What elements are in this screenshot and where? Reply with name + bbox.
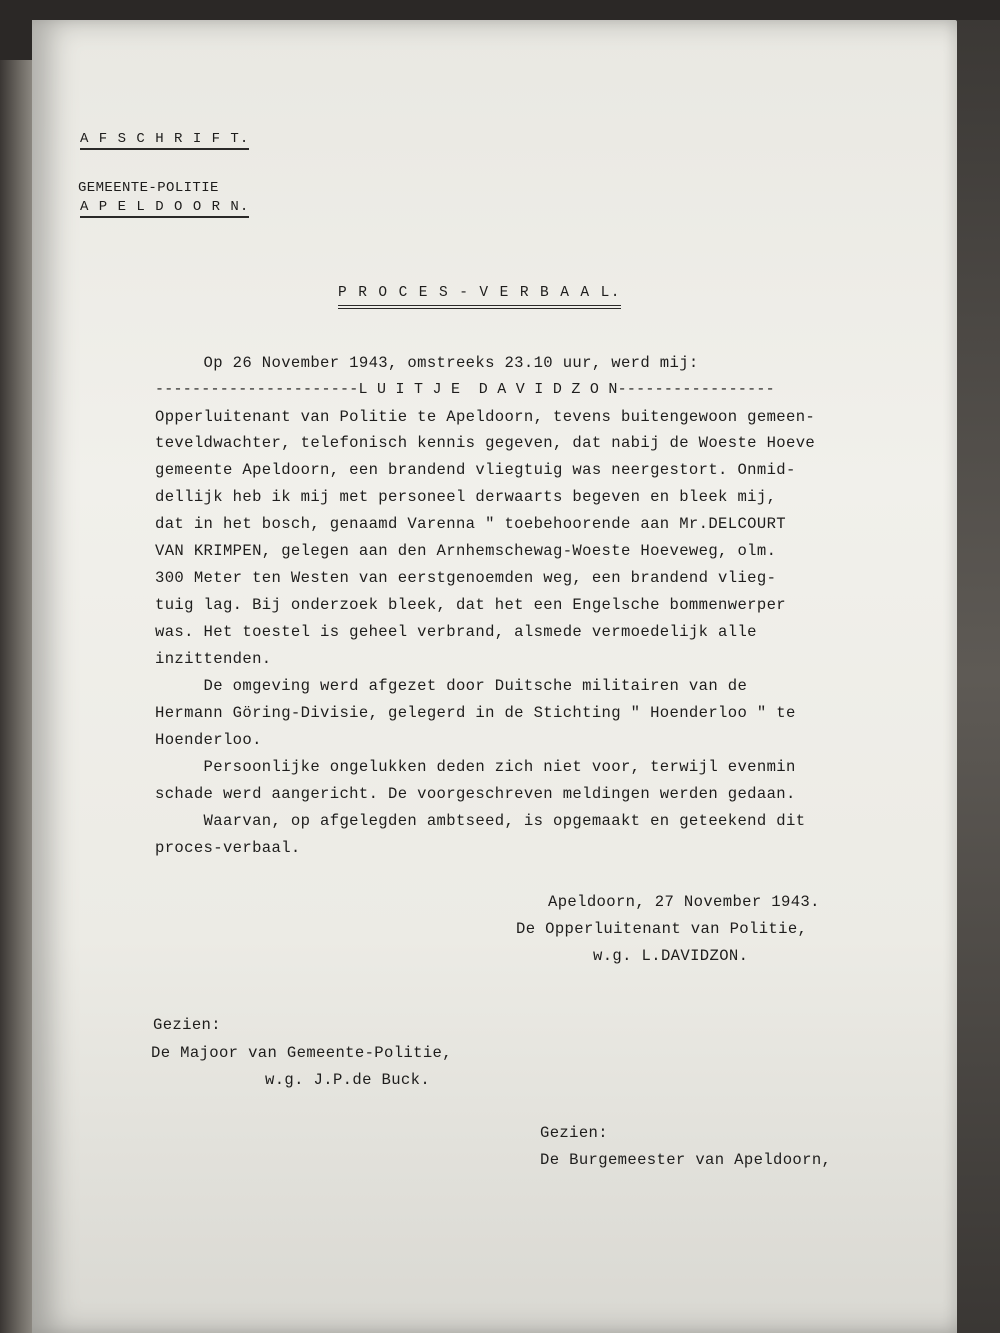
body-line: Op 26 November 1943, omstreeks 23.10 uur, werd mij: — [155, 354, 699, 372]
body-line: gemeente Apeldoorn, een brandend vliegtuig was neergestort. Onmid- — [155, 461, 796, 479]
body-line: teveldwachter, telefonisch kennis gegeven, dat nabij de Woeste Hoeve — [155, 434, 816, 452]
body-line: schade werd aangericht. De voorgeschreven meldingen werden gedaan. — [155, 785, 796, 803]
body-line: Persoonlijke ongelukken deden zich niet voor, terwijl evenmin — [155, 758, 796, 776]
body-line: dellijk heb ik mij met personeel derwaarts begeven en bleek mij, — [155, 488, 777, 506]
body-line: was. Het toestel is geheel verbrand, alsmede vermoedelijk alle — [155, 623, 757, 641]
background-surface — [957, 20, 1000, 1333]
adjacent-page-edge — [0, 60, 32, 1333]
seen-major-label: Gezien: — [153, 1016, 221, 1034]
seen-major-signed: w.g. J.P.de Buck. — [265, 1071, 431, 1089]
seen-major-title: De Majoor van Gemeente-Politie, — [151, 1044, 452, 1062]
body-line: ----------------------L U I T J E D A V I D Z O N----------------- — [155, 381, 775, 398]
seen-mayor-title: De Burgemeester van Apeldoorn, — [540, 1151, 832, 1169]
body-line: De omgeving werd afgezet door Duitsche militairen van de — [155, 677, 748, 695]
body-line: Opperluitenant van Politie te Apeldoorn, tevens buitengewoon gemeen- — [155, 408, 816, 426]
body-line: 300 Meter ten Westen van eerstgenoemden weg, een brandend vlieg- — [155, 569, 777, 587]
body-line: Hermann Göring-Divisie, gelegerd in de Stichting " Hoenderloo " te — [155, 704, 796, 722]
signature-rank: De Opperluitenant van Politie, — [516, 920, 808, 938]
body-line: proces-verbaal. — [155, 839, 301, 857]
body-line: inzittenden. — [155, 650, 272, 668]
signature-signed: w.g. L.DAVIDZON. — [593, 947, 749, 965]
body-line: Waarvan, op afgelegden ambtseed, is opgemaakt en geteekend dit — [155, 812, 806, 830]
header-afschrift: A F S C H R I F T. — [80, 132, 249, 150]
body-line: tuig lag. Bij onderzoek bleek, dat het een Engelsche bommenwerper — [155, 596, 787, 614]
seen-mayor-label: Gezien: — [540, 1124, 608, 1142]
body-line: Hoenderloo. — [155, 731, 262, 749]
header-apeldoorn: A P E L D O O R N. — [80, 200, 249, 218]
signature-place-date: Apeldoorn, 27 November 1943. — [548, 893, 820, 911]
body-line: dat in het bosch, genaamd Varenna " toebehoorende aan Mr.DELCOURT — [155, 515, 787, 533]
body-line: VAN KRIMPEN, gelegen aan den Arnhemschewag-Woeste Hoeveweg, olm. — [155, 542, 777, 560]
header-gemeente-politie: GEMEENTE-POLITIE — [78, 180, 219, 196]
document-title: P R O C E S - V E R B A A L. — [338, 286, 621, 309]
